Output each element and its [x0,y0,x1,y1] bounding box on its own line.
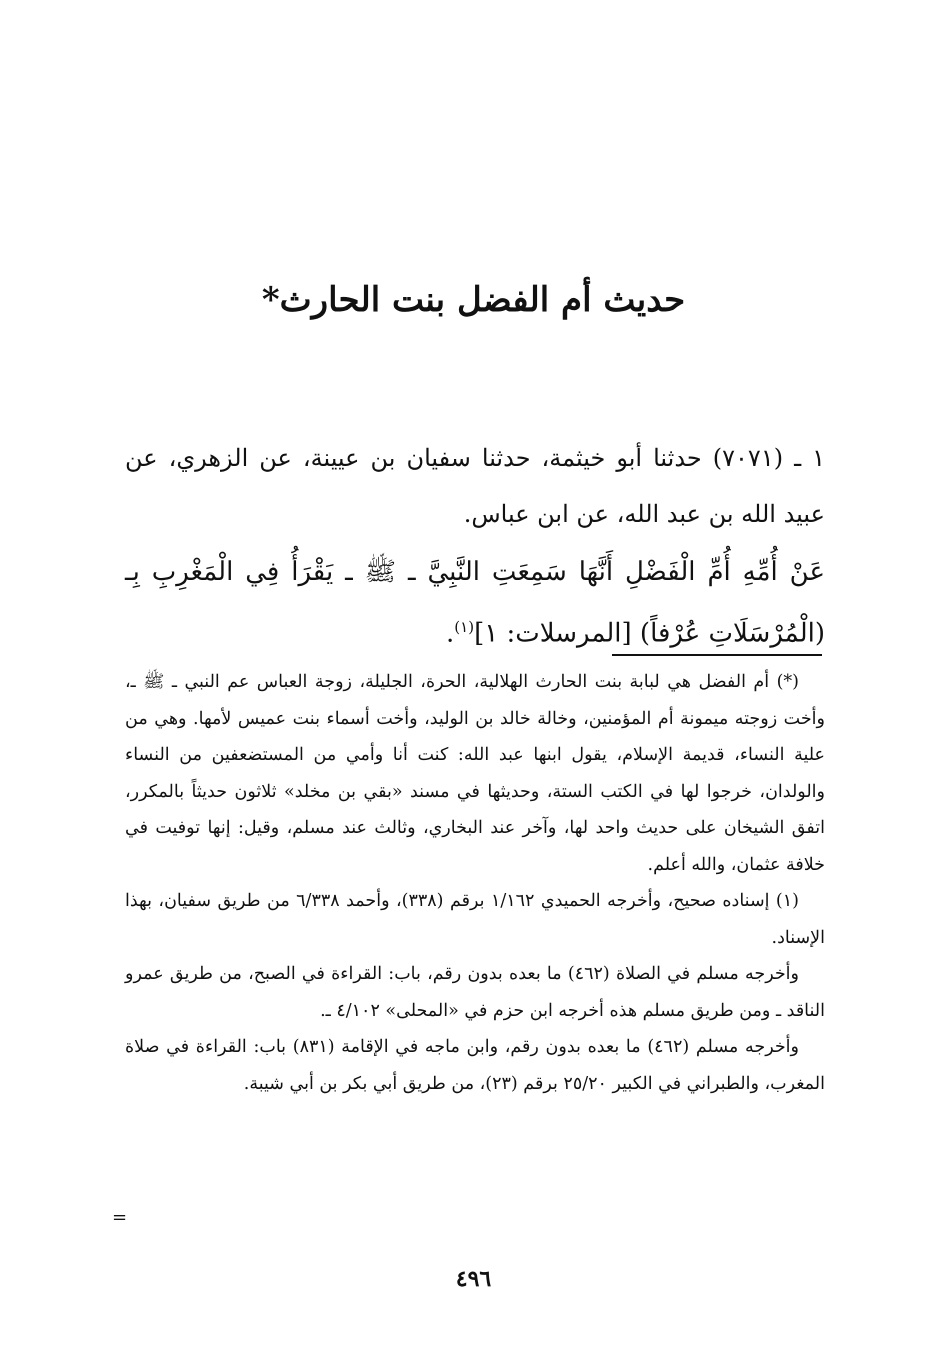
footnote-1-paragraph-3: وأخرجه مسلم (٤٦٢) ما بعده بدون رقم، وابن ماجه في الإقامة (٨٣١) باب: القراءة في صلاة المغرب، والطبراني في الكبير ٢٥/٢٠ برقم (٢٣)، من طريق أبي بكر بن أبي شيبة. [125,1037,825,1094]
footnote-ref-1: (١) [454,618,475,636]
footnote-separator [612,654,822,656]
chapter-title: حديث أم الفضل بنت الحارث* [261,280,686,320]
matn-end: . [446,618,455,649]
hadith-isnad: ١ ـ (٧٠٧١) حدثنا أبو خيثمة، حدثنا سفيان بن عيينة، عن الزهري، عن عبيد الله بن عبد الله، عن ابن عباس. [125,444,825,528]
matn-text: عَنْ أُمِّهِ أُمِّ الْفَضْلِ أَنَّهَا سَمِعَتِ النَّبِيَّ ـ ﷺ ـ يَقْرَأُ فِي الْمَغْرِبِ بِـ (الْمُرْسَلَاتِ عُرْفاً) [المرسلات: ١] [125,557,825,649]
continuation-mark: = [112,1207,128,1228]
footnote-1: (١) إسناده صحيح، وأخرجه الحميدي ١/١٦٢ برقم (٣٣٨)، وأحمد ٦/٣٣٨ من طريق سفيان، بهذا الإسناد. [125,891,825,948]
hadith-matn [125,545,825,662]
footnote-1-paragraph-2: وأخرجه مسلم في الصلاة (٤٦٢) ما بعده بدون رقم، باب: القراءة في الصبح، من طريق عمرو الناقد ـ ومن طريق مسلم هذه أخرجه ابن حزم في «المحلى» ٤/١٠٢ ـ. [125,964,825,1021]
footnotes [125,664,825,1102]
footnote-star: (*) أم الفضل هي لبابة بنت الحارث الهلالية، الحرة، الجليلة، زوجة العباس عم النبي ـ ﷺ ـ، وأخت زوجته ميمونة أم المؤمنين، وخالة خالد بن الوليد، وأخت أسماء بنت عميس لأمها. وهي من علية النساء، قديمة الإسلام، يقول ابنها عبد الله: كنت أنا وأمي من المستضعفين من النساء والولدان، خرجوا لها في الكتب الستة، وحديثها في مسند «بقي بن مخلد» ثلاثون حديثاً بالمكرر، اتفق الشيخان على حديث واحد لها، وآخر عند البخاري، وثالث عند مسلم، وقيل: إنها توفيت في خلافة عثمان، والله أعلم. [125,672,825,875]
page-number: ٤٩٦ [455,1266,492,1292]
